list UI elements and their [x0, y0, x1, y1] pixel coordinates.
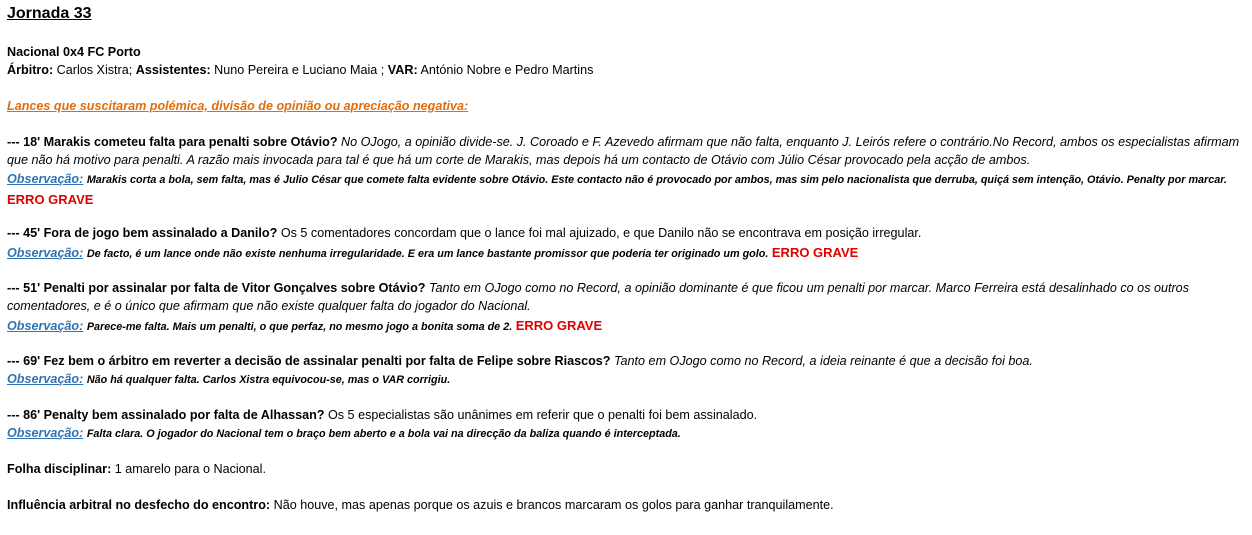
home-team: Nacional	[7, 45, 60, 59]
referees-line	[7, 62, 593, 78]
match-score: 0x4	[63, 45, 85, 59]
observation-text: Marakis corta a bola, sem falta, mas é Julio César que comete falta evidente sobre Otávio. Este contacto não é provocado por ambos, mas sim pelo nacionalista que derruba, quiçá sem intenção, Otávio. Penalty por marcar.	[86, 174, 1227, 186]
observation-1	[7, 170, 1249, 210]
observation-2	[7, 243, 1249, 264]
incident-commentary: Tanto em OJogo como no Record, a ideia reinante é que a decisão foi boa.	[614, 354, 1033, 368]
incident-question: --- 69' Fez bem o árbitro em reverter a decisão de assinalar penalti por falta de Felipe sobre Riascos?	[7, 354, 611, 368]
observation-label: Observação:	[7, 319, 84, 333]
incident-commentary: Os 5 especialistas são unânimes em referir que o penalti foi bem assinalado.	[327, 408, 758, 422]
incident-1	[7, 133, 1249, 169]
observation-5	[7, 424, 1249, 444]
erro-grave-badge: ERRO GRAVE	[7, 192, 94, 207]
observation-text: De facto, é um lance onde não existe nenhuma irregularidade. E era um lance bastante promissor que poderia ter originado um golo.	[86, 248, 769, 260]
erro-grave-badge: ERRO GRAVE	[771, 245, 859, 260]
incident-commentary: Os 5 comentadores concordam que o lance foi mal ajuizado, e que Danilo não se encontrava em posição irregular.	[280, 226, 922, 240]
var-label: VAR:	[387, 63, 418, 77]
section-heading: Lances que suscitaram polémica, divisão de opinião ou apreciação negativa:	[7, 99, 469, 113]
referee-name: Carlos Xistra;	[56, 63, 133, 77]
match-line	[7, 44, 141, 60]
disciplinary-label: Folha disciplinar:	[7, 462, 112, 476]
erro-grave-badge: ERRO GRAVE	[515, 318, 603, 333]
disciplinary-line	[7, 461, 266, 477]
incident-question: --- 51' Penalti por assinalar por falta de Vitor Gonçalves sobre Otávio?	[7, 281, 426, 295]
observation-label: Observação:	[7, 172, 84, 186]
incident-2	[7, 225, 921, 241]
disciplinary-text: 1 amarelo para o Nacional.	[114, 462, 266, 476]
away-team: FC Porto	[87, 45, 141, 59]
page-title: Jornada 33	[7, 5, 92, 22]
influence-line	[7, 497, 834, 513]
incident-3	[7, 279, 1249, 315]
observation-label: Observação:	[7, 246, 84, 260]
influence-label: Influência arbitral no desfecho do encontro:	[7, 498, 271, 512]
observation-text: Falta clara. O jogador do Nacional tem o braço bem aberto e a bola vai na direcção da baliza quando é interceptada.	[86, 428, 681, 440]
incident-commentary: No OJogo, a opinião divide-se. J. Coroado e F. Azevedo afirmam que não falta, enquanto J. Leirós refere o contrário.No Record, ambos os especialistas afirmam que não há motivo para penalti. A razão mais invocada para tal é que há um corte de Marakis, mas depois há um contacto de Otávio com Júlio César provocado pela acção de ambos.	[7, 135, 1240, 167]
incident-5	[7, 407, 757, 423]
observation-4	[7, 370, 1249, 390]
observation-text: Parece-me falta. Mais um penalti, o que perfaz, no mesmo jogo a bonita soma de 2.	[86, 321, 513, 333]
var-names: António Nobre e Pedro Martins	[420, 63, 594, 77]
incident-question: --- 18' Marakis cometeu falta para penalti sobre Otávio?	[7, 135, 338, 149]
incident-question: --- 45' Fora de jogo bem assinalado a Danilo?	[7, 226, 278, 240]
referee-label: Árbitro:	[7, 63, 54, 77]
incident-commentary: Tanto em OJogo como no Record, a opinião dominante é que ficou um penalti por marcar. Marco Ferreira está desalinhado co os outros comentadores, e é o único que afirmam que não existe qualquer falta do jogador do Nacional.	[7, 281, 1189, 313]
assistants-names: Nuno Pereira e Luciano Maia ;	[214, 63, 385, 77]
observation-label: Observação:	[7, 372, 84, 386]
assistants-label: Assistentes:	[135, 63, 211, 77]
observation-text: Não há qualquer falta. Carlos Xistra equivocou-se, mas o VAR corrigiu.	[86, 374, 451, 386]
observation-label: Observação:	[7, 426, 84, 440]
influence-text: Não houve, mas apenas porque os azuis e brancos marcaram os golos para ganhar tranquilamente.	[273, 498, 834, 512]
observation-3	[7, 316, 1249, 337]
incident-question: --- 86' Penalty bem assinalado por falta de Alhassan?	[7, 408, 325, 422]
incident-4	[7, 353, 1033, 369]
